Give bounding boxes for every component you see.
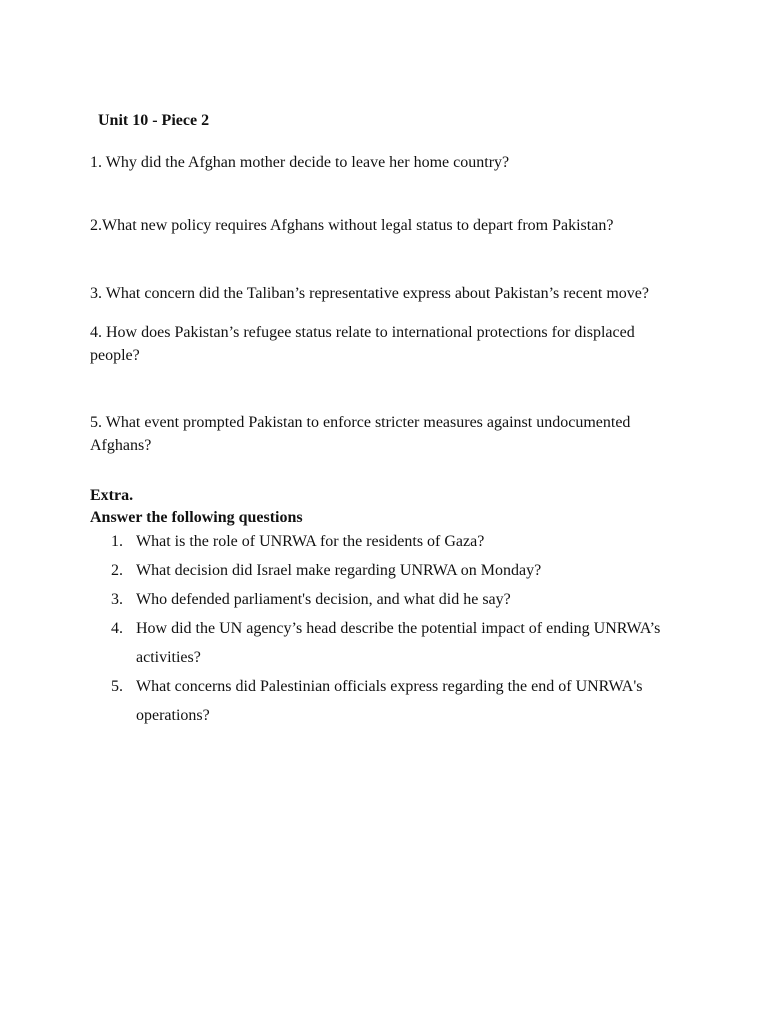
- extra-question-4: [90, 614, 690, 672]
- extra-question-number: 5.: [111, 678, 123, 695]
- extra-heading: Extra.: [90, 487, 134, 504]
- document-title: Unit 10 - Piece 2: [98, 112, 210, 129]
- extra-question-text: What decision did Israel make regarding UNRWA on Monday?: [136, 562, 542, 579]
- extra-question-number: 2.: [111, 562, 123, 579]
- question-5: 5. What event prompted Pakistan to enforce stricter measures against undocumented Afghans?: [90, 414, 631, 454]
- extra-question-number: 3.: [111, 591, 123, 608]
- question-3: 3. What concern did the Taliban’s representative express about Pakistan’s recent move?: [90, 285, 649, 302]
- extra-question-list: [90, 527, 690, 730]
- extra-subheading: Answer the following questions: [90, 509, 303, 526]
- extra-question-text: How did the UN agency’s head describe the potential impact of ending UNRWA’s activities?: [136, 620, 661, 666]
- extra-question-3: [90, 585, 690, 614]
- extra-question-number: 4.: [111, 620, 123, 637]
- extra-question-text: Who defended parliament's decision, and what did he say?: [136, 591, 511, 608]
- extra-question-1: [90, 527, 690, 556]
- extra-question-text: What is the role of UNRWA for the residents of Gaza?: [136, 533, 485, 550]
- extra-question-5: [90, 672, 690, 730]
- extra-question-text: What concerns did Palestinian officials express regarding the end of UNRWA's operations?: [136, 678, 643, 724]
- question-2: 2.What new policy requires Afghans without legal status to depart from Pakistan?: [90, 217, 614, 234]
- extra-question-number: 1.: [111, 533, 123, 550]
- question-4: 4. How does Pakistan’s refugee status relate to international protections for displaced people?: [90, 324, 635, 364]
- question-1: 1. Why did the Afghan mother decide to leave her home country?: [90, 154, 510, 171]
- extra-question-2: [90, 556, 690, 585]
